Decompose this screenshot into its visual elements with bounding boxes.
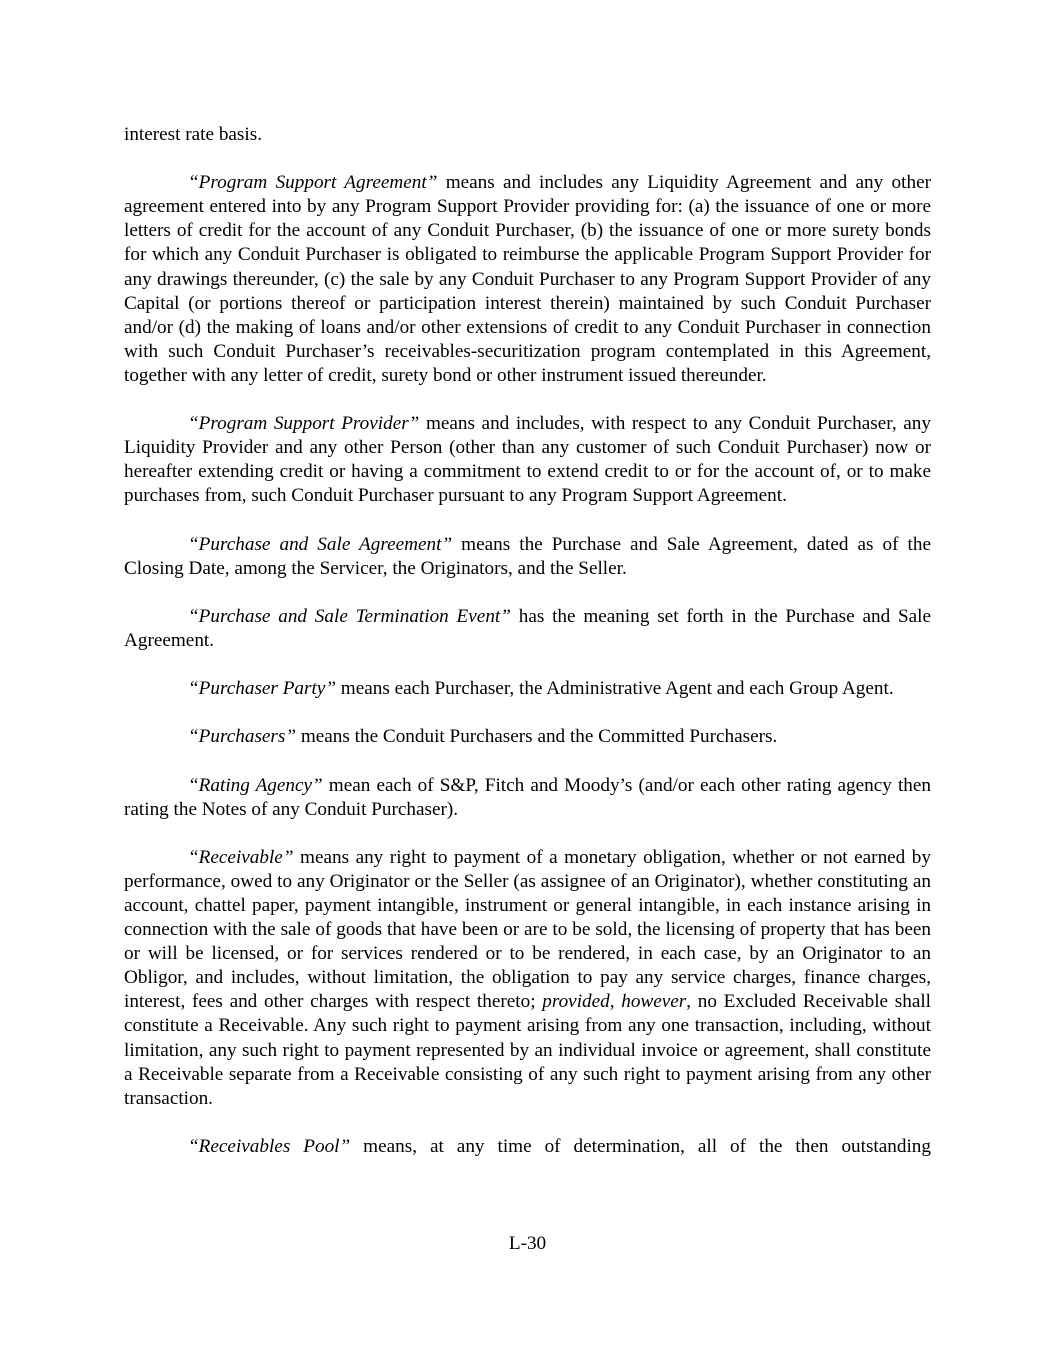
definition-body: means and includes, with respect to any Conduit Purchaser, any Liquidity Provider and any other Person (other than any customer of such Conduit Purchaser) now or hereafter extending credit or having a commitment to extend credit to or for the account of, or to make purchases from, such Conduit Purchaser pursuant to any Program Support Agreement. xyxy=(124,413,931,507)
defined-term: “Purchasers” xyxy=(188,726,297,748)
defined-term: “Receivables Pool” xyxy=(188,1135,351,1157)
defined-term: “Rating Agency” xyxy=(188,774,323,796)
definition-program-support-provider xyxy=(124,412,931,508)
definition-receivable xyxy=(124,846,931,1111)
definition-body: has the meaning set forth in the Purchase and Sale Agreement. xyxy=(124,605,931,651)
definition-program-support-agreement xyxy=(124,171,931,388)
definition-purchase-and-sale-agreement xyxy=(124,533,931,581)
continuation-text: interest rate basis. xyxy=(124,124,262,145)
definition-body: means, at any time of determination, all of the then outstanding xyxy=(350,1135,931,1157)
italic-however: however xyxy=(621,991,687,1013)
italic-provided: provided xyxy=(542,991,610,1013)
defined-term: “Purchase and Sale Termination Event” xyxy=(188,605,511,627)
definition-body: means the Purchase and Sale Agreement, dated as of the Closing Date, among the Servicer, the Originators, and the Seller. xyxy=(124,533,932,579)
definition-rating-agency xyxy=(124,774,931,822)
defined-term: “Program Support Agreement” xyxy=(188,172,438,194)
definition-body: mean each of S&P, Fitch and Moody’s (and/or each other rating agency then rating the Notes of any Conduit Purchaser). xyxy=(124,774,931,820)
defined-term: “Program Support Provider” xyxy=(188,413,420,435)
definition-body-continued: , no Excluded Receivable shall constitute a Receivable. Any such right to payment arising from any one transaction, including, without limitation, any such right to payment represented by an individual invoice or agreement, shall constitute a Receivable separate from a Receivable consisting of any such right to payment arising from any other transaction. xyxy=(124,991,931,1109)
definition-body: means each Purchaser, the Administrative Agent and each Group Agent. xyxy=(336,678,894,700)
definition-receivables-pool xyxy=(124,1135,931,1159)
defined-term: “Purchaser Party” xyxy=(188,678,336,700)
comma-text: , xyxy=(609,991,622,1013)
document-page xyxy=(124,123,931,1159)
definition-body: means any right to payment of a monetary obligation, whether or not earned by performance, owed to any Originator or the Seller (as assignee of an Originator), whether constituting an account, chattel paper, payment intangible, instrument or general intangible, in each instance arising in connection with the sale of goods that have been or are to be sold, the licensing of property that has been or will be licensed, or for services rendered or to be rendered, in each case, by an Originator to an Obligor, and includes, without limitation, the obligation to pay any service charges, finance charges, interest, fees and other charges with respect thereto; xyxy=(124,846,931,1013)
definition-purchaser-party xyxy=(124,677,931,701)
definition-purchasers xyxy=(124,725,931,749)
definition-body: means and includes any Liquidity Agreement and any other agreement entered into by any Program Support Provider providing for: (a) the issuance of one or more letters of credit for the account of any Conduit Purchaser, (b) the issuance of one or more surety bonds for which any Conduit Purchaser is obligated to reimburse the applicable Program Support Provider for any drawings thereunder, (c) the sale by any Conduit Purchaser to any Program Support Provider of any Capital (or portions thereof or participation interest therein) maintained by such Conduit Purchaser and/or (d) the making of loans and/or other extensions of credit to any Conduit Purchaser in connection with such Conduit Purchaser’s receivables-securitization program contemplated in this Agreement, together with any letter of credit, surety bond or other instrument issued thereunder. xyxy=(124,172,931,386)
defined-term: “Receivable” xyxy=(188,846,294,868)
definition-purchase-and-sale-termination-event xyxy=(124,605,931,653)
definition-body: means the Conduit Purchasers and the Committed Purchasers. xyxy=(296,726,778,748)
page-number: L-30 xyxy=(508,1233,547,1254)
defined-term: “Purchase and Sale Agreement” xyxy=(188,533,453,555)
